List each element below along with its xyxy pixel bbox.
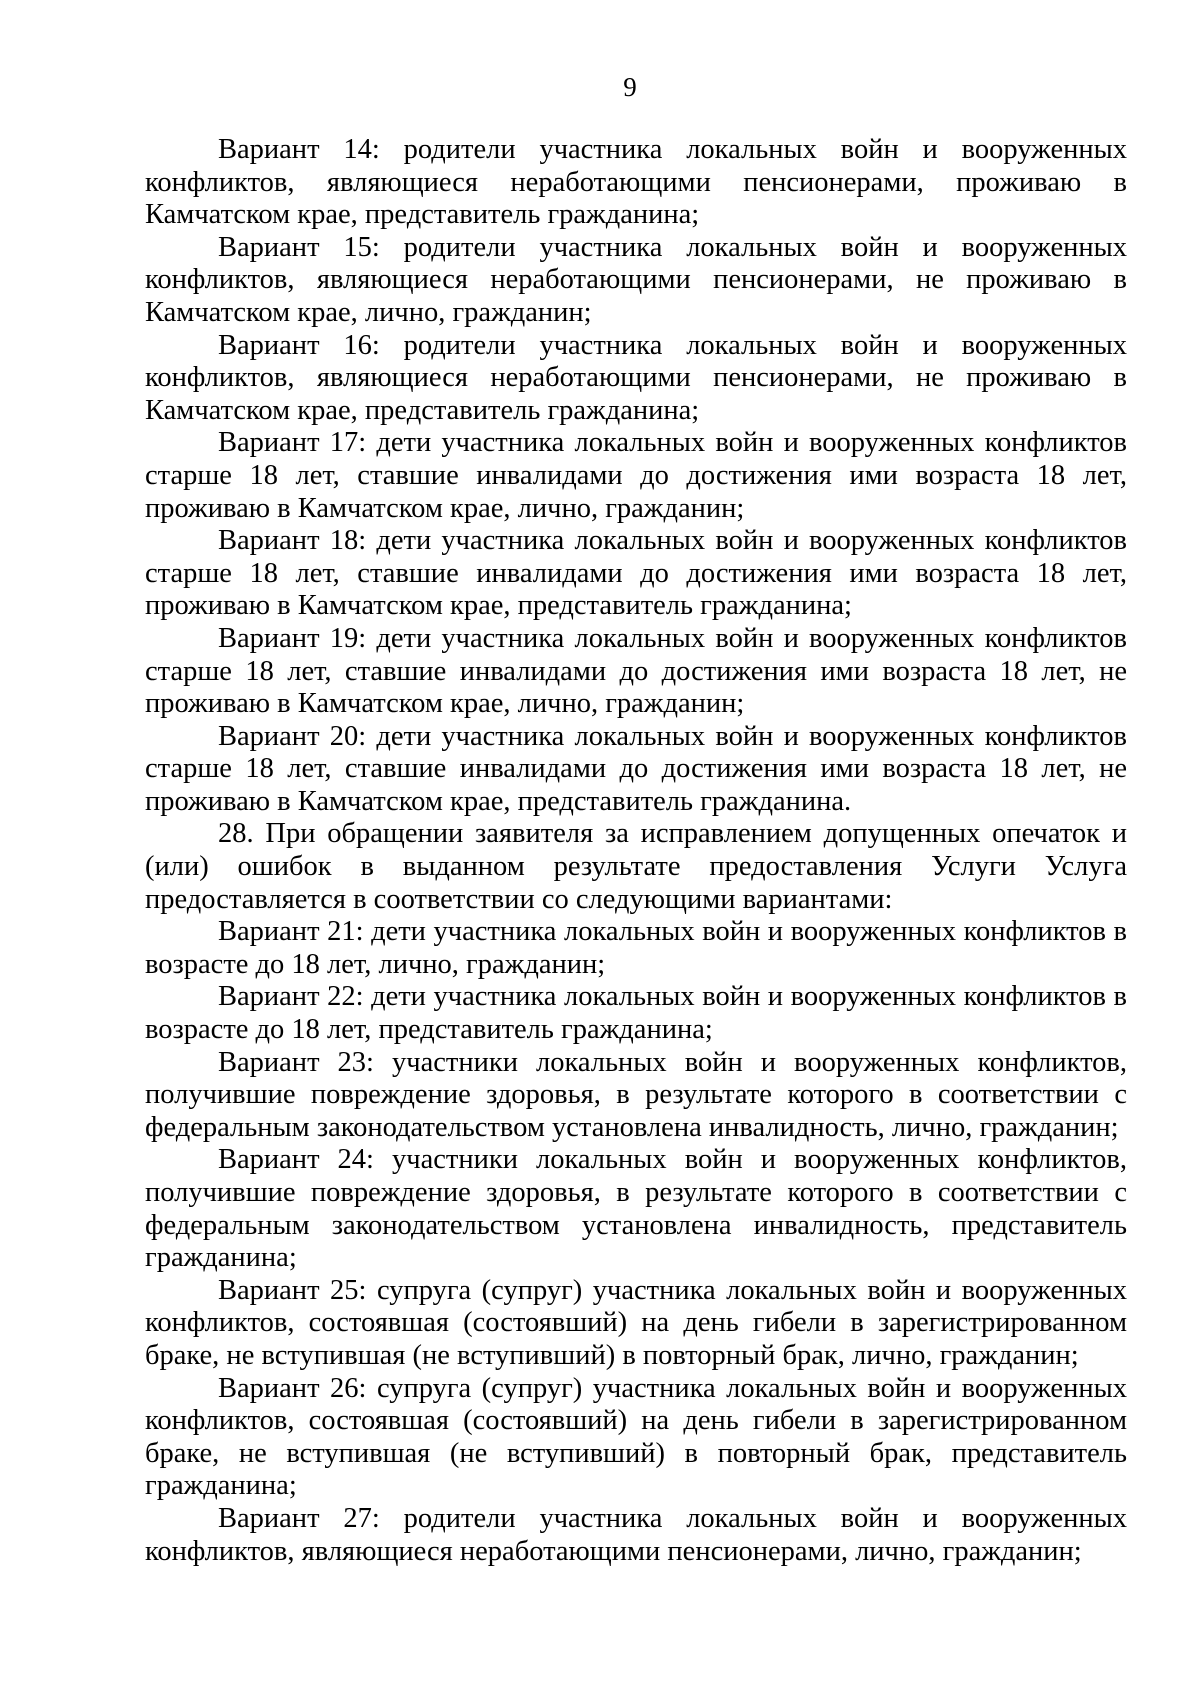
paragraph-variant-23: Вариант 23: участники локальных войн и вооруженных конфликтов, получившие повреждение здоровья, в результате которого в соответствии с федеральным законодательством установлена инвалидность, лично, гражданин;	[145, 1046, 1127, 1143]
paragraph-variant-27: Вариант 27: родители участника локальных войн и вооруженных конфликтов, являющиеся неработающими пенсионерами, лично, гражданин;	[145, 1502, 1127, 1567]
paragraph-variant-21: Вариант 21: дети участника локальных войн и вооруженных конфликтов в возрасте до 18 лет, лично, гражданин;	[145, 916, 1127, 980]
paragraph-variant-22: Вариант 22: дети участника локальных войн и вооруженных конфликтов в возрасте до 18 лет, представитель гражданина;	[145, 981, 1127, 1046]
paragraph-variant-16: Вариант 16: родители участника локальных войн и вооруженных конфликтов, являющиеся неработающими пенсионерами, не проживаю в Камчатском крае, представитель гражданина;	[145, 329, 1127, 426]
paragraph-variant-19: Вариант 19: дети участника локальных войн и вооруженных конфликтов старше 18 лет, ставшие инвалидами до достижения ими возраста 18 лет, не проживаю в Камчатском крае, лично, гражданин;	[145, 622, 1127, 720]
paragraph-variant-17: Вариант 17: дети участника локальных войн и вооруженных конфликтов старше 18 лет, ставшие инвалидами до достижения ими возраста 18 лет, проживаю в Камчатском крае, лично, гражданин;	[145, 427, 1127, 524]
paragraph-variant-26: Вариант 26: супруга (супруг) участника локальных войн и вооруженных конфликтов, состоявшая (состоявший) на день гибели в зарегистрированном браке, не вступившая (не вступивший) в повторный брак, представитель гражданина;	[145, 1372, 1127, 1502]
paragraph-variant-14: Вариант 14: родители участника локальных войн и вооруженных конфликтов, являющиеся неработающими пенсионерами, проживаю в Камчатском крае, представитель гражданина;	[145, 134, 1127, 231]
document-body	[145, 134, 1127, 1568]
page-number: 9	[623, 72, 637, 102]
paragraph-variant-18: Вариант 18: дети участника локальных войн и вооруженных конфликтов старше 18 лет, ставшие инвалидами до достижения ими возраста 18 лет, проживаю в Камчатском крае, представитель гражданина;	[145, 525, 1127, 622]
paragraph-variant-20: Вариант 20: дети участника локальных войн и вооруженных конфликтов старше 18 лет, ставшие инвалидами до достижения ими возраста 18 лет, не проживаю в Камчатском крае, представитель гражданина.	[145, 720, 1127, 817]
paragraph-clause-28: 28. При обращении заявителя за исправлением допущенных опечаток и (или) ошибок в выданном результате предоставления Услуги Услуга предоставляется в соответствии со следующими вариантами:	[145, 818, 1127, 915]
paragraph-variant-15: Вариант 15: родители участника локальных войн и вооруженных конфликтов, являющиеся неработающими пенсионерами, не проживаю в Камчатском крае, лично, гражданин;	[145, 231, 1127, 328]
paragraph-variant-24: Вариант 24: участники локальных войн и вооруженных конфликтов, получившие повреждение здоровья, в результате которого в соответствии с федеральным законодательством установлена инвалидность, представитель гражданина;	[145, 1144, 1127, 1274]
paragraph-variant-25: Вариант 25: супруга (супруг) участника локальных войн и вооруженных конфликтов, состоявшая (состоявший) на день гибели в зарегистрированном браке, не вступившая (не вступивший) в повторный брак, лично, гражданин;	[145, 1274, 1127, 1371]
